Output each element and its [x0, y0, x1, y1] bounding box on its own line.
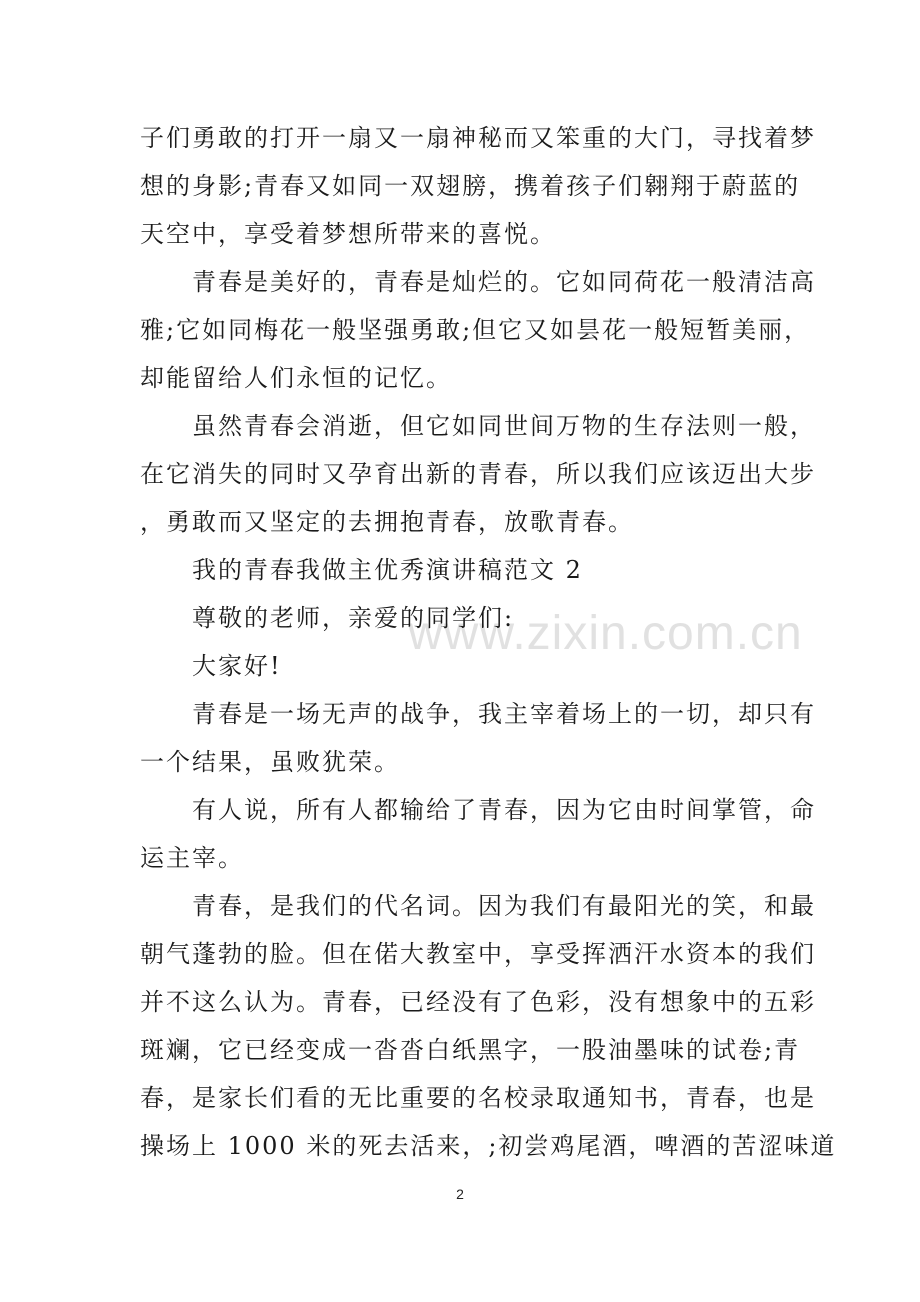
text-line: 子们勇敢的打开一扇又一扇神秘而又笨重的大门，寻找着梦	[140, 124, 816, 152]
text-line: ，勇敢而又坚定的去拥抱青春，放歌青春。	[140, 508, 634, 536]
text-line: 想的身影;青春又如同一双翅膀，携着孩子们翱翔于蔚蓝的	[140, 172, 801, 200]
text-line: 一个结果，虽败犹荣。	[140, 748, 400, 776]
section-heading: 我的青春我做主优秀演讲稿范文 2	[192, 556, 583, 584]
text-line: 却能留给人们永恒的记忆。	[140, 364, 452, 392]
paragraph-start: 青春是美好的，青春是灿烂的。它如同荷花一般清洁高	[192, 268, 816, 296]
paragraph-start: 青春，是我们的代名词。因为我们有最阳光的笑，和最	[192, 892, 816, 920]
text-line: 斑斓，它已经变成一沓沓白纸黑字，一股油墨味的试卷;青	[140, 1036, 801, 1064]
text-line: 操场上 1000 米的死去活来，;初尝鸡尾酒，啤酒的苦涩味道	[140, 1132, 837, 1160]
paragraph-start: 青春是一场无声的战争，我主宰着场上的一切，却只有	[192, 700, 816, 728]
text-line: 天空中，享受着梦想所带来的喜悦。	[140, 220, 556, 248]
salutation: 尊敬的老师，亲爱的同学们:	[192, 604, 515, 632]
text-line: 并不这么认为。青春，已经没有了色彩，没有想象中的五彩	[140, 988, 816, 1016]
text-line: 在它消失的同时又孕育出新的青春，所以我们应该迈出大步	[140, 460, 816, 488]
text-line: 雅;它如同梅花一般坚强勇敢;但它又如昙花一般短暂美丽，	[140, 316, 811, 344]
paragraph-start: 有人说，所有人都输给了青春，因为它由时间掌管，命	[192, 796, 816, 824]
greeting: 大家好!	[192, 652, 282, 680]
text-line: 朝气蓬勃的脸。但在偌大教室中，享受挥洒汗水资本的我们	[140, 940, 816, 968]
watermark: www.zixin.com.cn	[408, 607, 803, 660]
page-number: 2	[456, 1186, 464, 1202]
paragraph-start: 虽然青春会消逝，但它如同世间万物的生存法则一般，	[192, 412, 816, 440]
text-line: 春，是家长们看的无比重要的名校录取通知书，青春，也是	[140, 1084, 816, 1112]
text-line: 运主宰。	[140, 844, 244, 872]
